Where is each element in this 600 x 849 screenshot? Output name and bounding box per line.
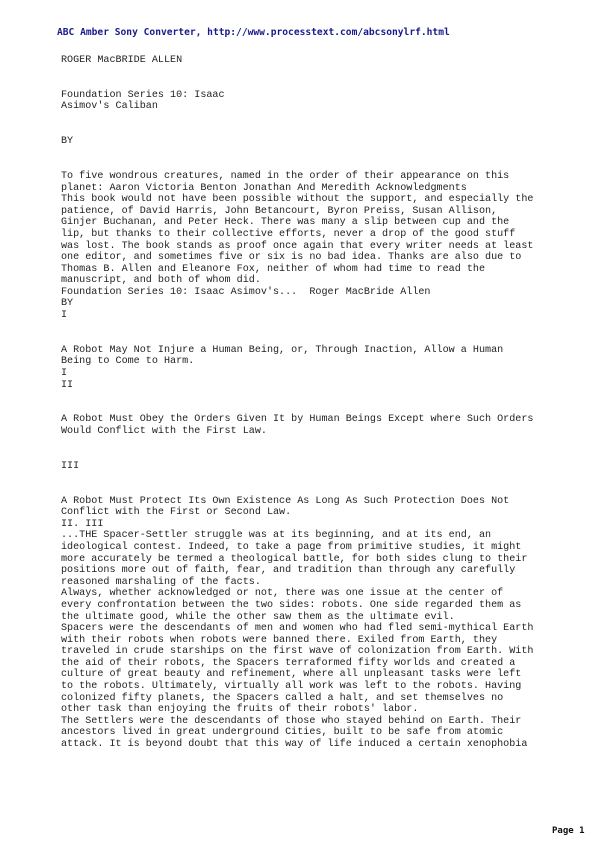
text-line: II: [61, 379, 74, 391]
text-line: with their robots when robots were banned there. Exiled from Earth, they: [61, 634, 498, 646]
text-line: Being to Come to Harm.: [61, 356, 195, 368]
blank-line: [61, 322, 541, 334]
text-line: to the robots. Ultimately, virtually all work was left to the robots. Having: [61, 681, 522, 693]
text-line: traveled in crude starships on the first wave of colonization from Earth. With: [61, 646, 534, 658]
text-line: ROGER MacBRIDE ALLEN: [61, 55, 183, 66]
text-line: Asimov's Caliban: [61, 101, 158, 113]
text-line: culture of great beauty and refinement, where all unpleasant tasks were left: [61, 669, 522, 681]
blank-line: [61, 125, 541, 137]
text-line: colonized fifty planets, the Spacers called a halt, and set themselves no: [61, 692, 504, 704]
text-line: the aid of their robots, the Spacers terraformed fifty worlds and created a: [61, 657, 516, 669]
text-line: reasoned marshaling of the facts.: [61, 576, 261, 588]
text-line: I: [61, 368, 68, 380]
text-line: I: [61, 310, 68, 322]
text-line: attack. It is beyond doubt that this way of life induced a certain xenophobia: [61, 739, 528, 751]
blank-line: [61, 438, 541, 450]
text-line: the ultimate good, while the other saw them as the ultimate evil.: [61, 611, 455, 623]
text-line: Conflict with the First or Second Law.: [61, 507, 292, 519]
text-line: manuscript, and both of whom did.: [61, 275, 261, 287]
text-line: This book would not have been possible without the support, and especially the: [61, 194, 534, 206]
blank-line: [61, 159, 541, 171]
text-line: ideological contest. Indeed, to take a page from primitive studies, it might: [61, 541, 522, 553]
blank-line: [61, 67, 541, 79]
document-body: [61, 55, 541, 751]
text-line: ancestors lived in great underground Cities, built to be safe from atomic: [61, 727, 504, 739]
text-line: was lost. The book stands as proof once again that every writer needs at least: [61, 240, 534, 252]
text-line: III: [61, 460, 80, 472]
text-line: Thomas B. Allen and Eleanore Fox, neither of whom had time to read the: [61, 263, 486, 275]
blank-line: [61, 484, 541, 496]
text-line: one editor, and sometimes five or six is no bad idea. Thanks are also due to: [61, 252, 522, 264]
text-line: A Robot Must Protect Its Own Existence As Long As Such Protection Does Not: [61, 495, 510, 507]
text-line: Ginjer Buchanan, and Peter Heck. There was many a slip between cup and the: [61, 217, 510, 229]
text-line: BY: [61, 298, 74, 310]
text-line: other task than enjoying the fruits of their robots' labor.: [61, 704, 419, 716]
text-line: BY: [61, 136, 74, 148]
text-line: Spacers were the descendants of men and women who had fled semi-mythical Earth: [61, 623, 534, 635]
text-line: positions more out of faith, fear, and tradition than through any carefully: [61, 565, 516, 577]
text-line: A Robot Must Obey the Orders Given It by Human Beings Except where Such Orders: [61, 414, 534, 426]
text-line: lip, but thanks to their collective efforts, never a drop of the good stuff: [61, 228, 516, 240]
text-line: Foundation Series 10: Isaac Asimov's... Roger MacBride Allen: [61, 286, 431, 298]
text-line: Always, whether acknowledged or not, there was one issue at the center of: [61, 588, 504, 600]
blank-line: [61, 403, 541, 415]
text-line: patience, of David Harris, John Betancourt, Byron Preiss, Susan Allison,: [61, 205, 498, 217]
blank-line: [61, 333, 541, 345]
blank-line: [61, 449, 541, 461]
text-line: more accurately be termed a theological battle, for both sides clung to their: [61, 553, 528, 565]
blank-line: [61, 148, 541, 160]
blank-line: [61, 78, 541, 90]
text-line: The Settlers were the descendants of those who stayed behind on Earth. Their: [61, 715, 522, 727]
text-line: Would Conflict with the First Law.: [61, 426, 267, 437]
text-line: planet: Aaron Victoria Benton Jonathan And Meredith Acknowledgments: [61, 182, 467, 194]
text-line: To five wondrous creatures, named in the order of their appearance on this: [61, 170, 510, 182]
page-number: Page 1: [552, 826, 585, 836]
text-line: ...THE Spacer-Settler struggle was at its beginning, and at its end, an: [61, 530, 492, 542]
text-line: II. III: [61, 518, 104, 530]
blank-line: [61, 472, 541, 484]
text-line: A Robot May Not Injure a Human Being, or, Through Inaction, Allow a Human: [61, 344, 504, 356]
blank-line: [61, 391, 541, 403]
blank-line: [61, 113, 541, 125]
text-line: Foundation Series 10: Isaac: [61, 89, 225, 101]
text-line: every confrontation between the two sides: robots. One side regarded them as: [61, 599, 522, 611]
converter-header: ABC Amber Sony Converter, http://www.processtext.com/abcsonylrf.html: [57, 27, 450, 38]
